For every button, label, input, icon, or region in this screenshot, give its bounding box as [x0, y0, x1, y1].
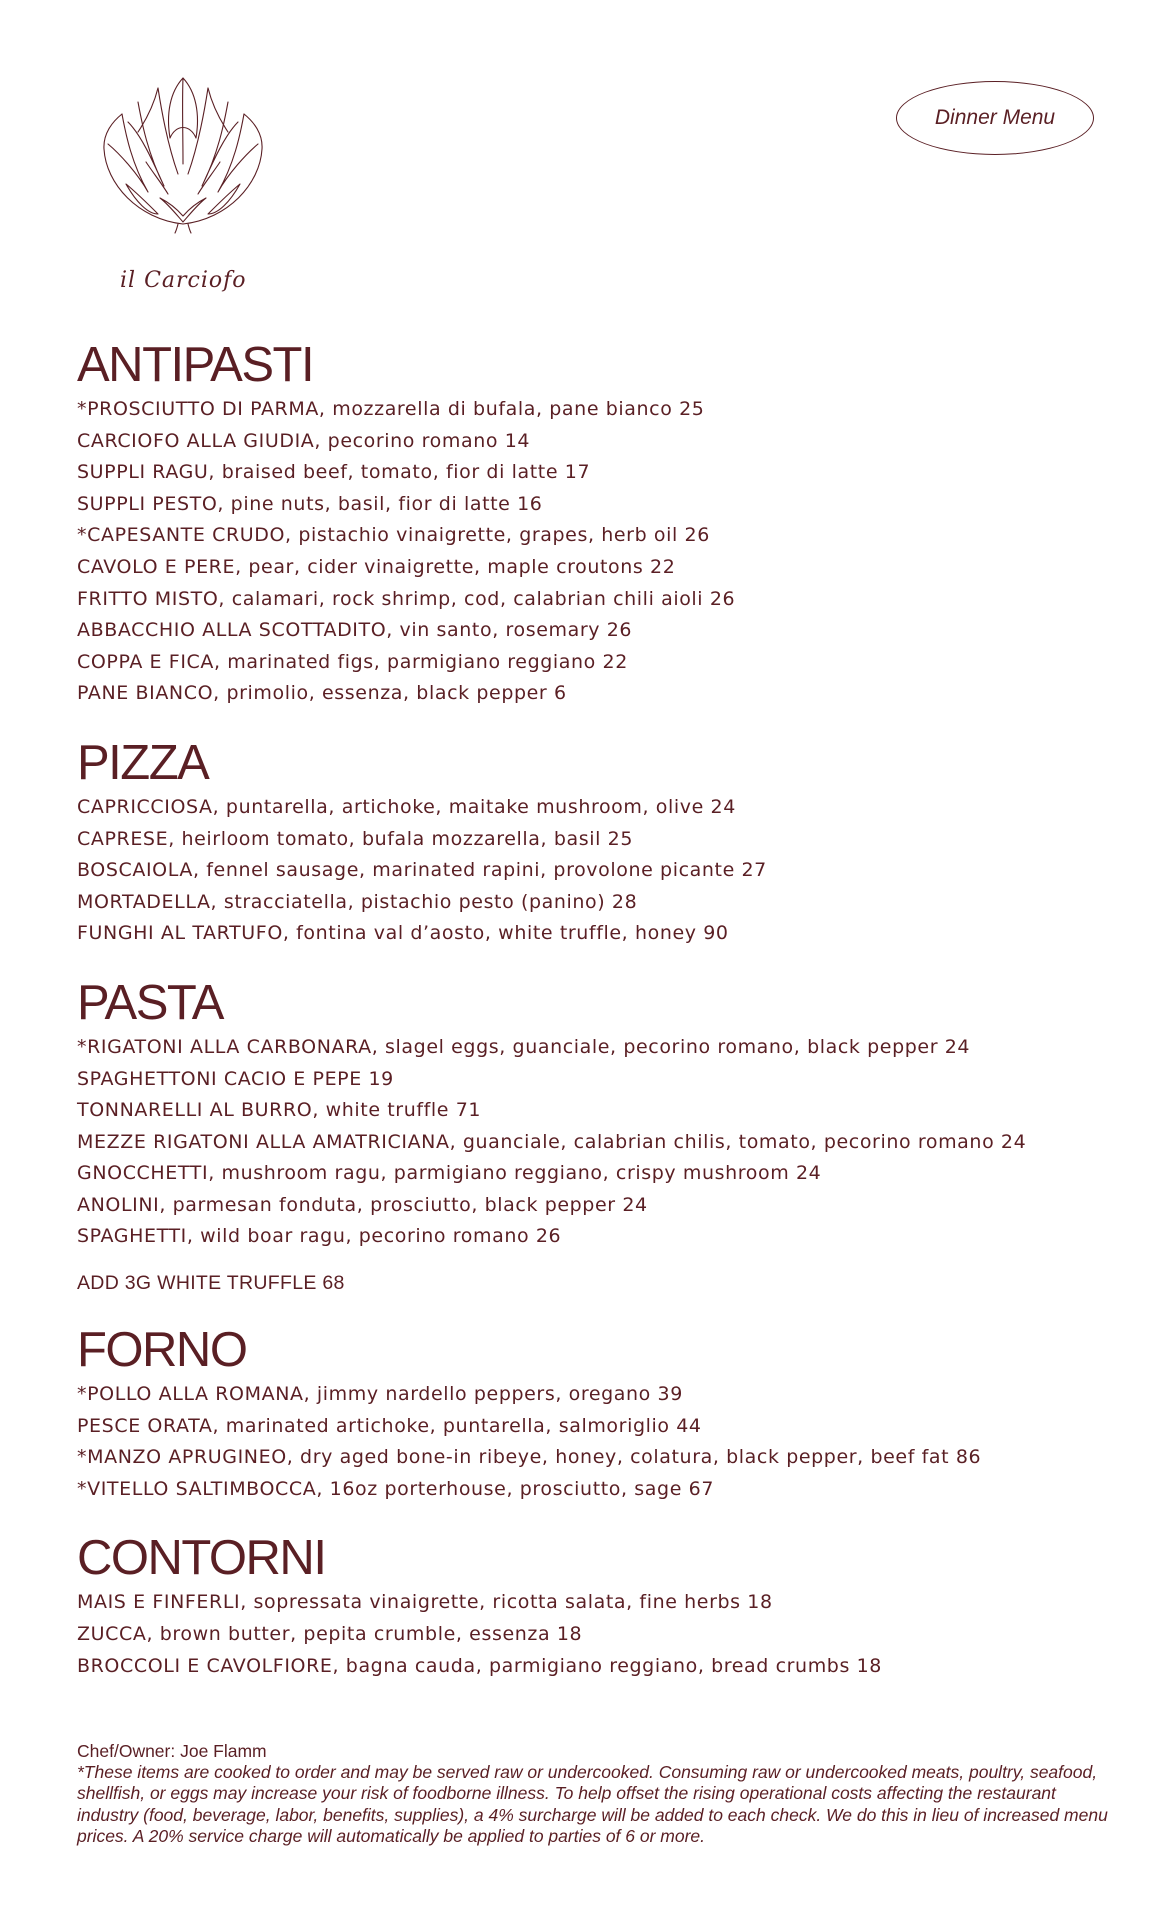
menu-item: BROCCOLI E CAVOLFIORE, bagna cauda, parmigiano reggiano, bread crumbs 18: [77, 1654, 882, 1677]
section-pasta: [77, 974, 1137, 1297]
menu-item: SPAGHETTONI CACIO E PEPE 19: [77, 1067, 394, 1090]
menu-item: ZUCCA, brown butter, pepita crumble, essenza 18: [77, 1623, 583, 1646]
menu-item: *VITELLO SALTIMBOCCA, 16oz porterhouse, prosciutto, sage 67: [77, 1477, 715, 1500]
section-contorni: [77, 1529, 1137, 1682]
menu-item: PESCE ORATA, marinated artichoke, puntarella, salmoriglio 44: [77, 1414, 702, 1437]
section-title: PASTA: [77, 975, 223, 1030]
menu-item: MORTADELLA, stracciatella, pistachio pesto (panino) 28: [77, 890, 638, 913]
section-title: PIZZA: [77, 735, 209, 790]
menu-item: PANE BIANCO, primolio, essenza, black pepper 6: [77, 682, 567, 705]
menu-item: GNOCCHETTI, mushroom ragu, parmigiano reggiano, crispy mushroom 24: [77, 1162, 822, 1185]
menu-item: FRITTO MISTO, calamari, rock shrimp, cod, calabrian chili aioli 26: [77, 587, 736, 610]
item-list: [77, 1587, 1137, 1682]
section-title: CONTORNI: [77, 1531, 326, 1586]
menu-item: ANOLINI, parmesan fonduta, prosciutto, black pepper 24: [77, 1193, 648, 1216]
item-list: [77, 792, 1137, 950]
menu-footer: [77, 1741, 1117, 1847]
menu-item: SPAGHETTI, wild boar ragu, pecorino romano 26: [77, 1225, 562, 1248]
artichoke-logo-icon: [98, 74, 268, 234]
menu-item: MEZZE RIGATONI ALLA AMATRICIANA, guanciale, calabrian chilis, tomato, pecorino romano 24: [77, 1130, 1027, 1153]
section-pizza: [77, 734, 1137, 950]
dinner-menu-badge: Dinner Menu: [896, 81, 1094, 155]
section-title: ANTIPASTI: [77, 338, 314, 392]
item-list: [77, 1032, 1137, 1253]
item-list: [77, 394, 1137, 710]
menu-item: *POLLO ALLA ROMANA, jimmy nardello peppers, oregano 39: [77, 1383, 683, 1406]
menu-item: CAPRICCIOSA, puntarella, artichoke, maitake mushroom, olive 24: [77, 795, 736, 818]
section-forno: [77, 1321, 1137, 1505]
section-title: FORNO: [77, 1323, 247, 1378]
menu-item: *RIGATONI ALLA CARBONARA, slagel eggs, guanciale, pecorino romano, black pepper 24: [77, 1035, 971, 1058]
menu-item: CAPRESE, heirloom tomato, bufala mozzarella, basil 25: [77, 827, 634, 850]
menu-item: TONNARELLI AL BURRO, white truffle 71: [77, 1099, 482, 1122]
menu-content: [77, 336, 1137, 1706]
menu-item: CAVOLO E PERE, pear, cider vinaigrette, maple croutons 22: [77, 555, 676, 578]
menu-item: BOSCAIOLA, fennel sausage, marinated rapini, provolone picante 27: [77, 859, 767, 882]
menu-item: *PROSCIUTTO DI PARMA, mozzarella di bufala, pane bianco 25: [77, 398, 705, 420]
section-antipasti: [77, 336, 1137, 710]
menu-item: SUPPLI RAGU, braised beef, tomato, fior di latte 17: [77, 461, 591, 484]
disclaimer-notice: *These items are cooked to order and may be served raw or undercooked. Consuming raw or undercooked meats, poultry, seafood, shellfish, or eggs may increase your risk of foodborne illness. To help offset the rising operational costs affecting the restaurant industry (food, beverage, labor, benefits, supplies), a 4% surcharge will be added to each check. We do this in lieu of increased menu prices. A 20% service charge will automatically be applied to parties of 6 or more.: [77, 1762, 1108, 1846]
pasta-addon: ADD 3G WHITE TRUFFLE 68: [77, 1272, 345, 1295]
logo-script-name: il Carciofo: [120, 268, 247, 293]
menu-item: FUNGHI AL TARTUFO, fontina val d’aosto, white truffle, honey 90: [77, 922, 729, 945]
menu-item: SUPPLI PESTO, pine nuts, basil, fior di latte 16: [77, 492, 543, 515]
item-list: [77, 1379, 1137, 1505]
menu-item: CARCIOFO ALLA GIUDIA, pecorino romano 14: [77, 429, 531, 452]
menu-item: COPPA E FICA, marinated figs, parmigiano reggiano 22: [77, 650, 628, 673]
menu-item: *MANZO APRUGINEO, dry aged bone-in ribeye, honey, colatura, black pepper, beef fat 86: [77, 1446, 982, 1469]
menu-item: MAIS E FINFERLI, sopressata vinaigrette, ricotta salata, fine herbs 18: [77, 1591, 773, 1614]
menu-item: ABBACCHIO ALLA SCOTTADITO, vin santo, rosemary 26: [77, 619, 633, 642]
menu-item: *CAPESANTE CRUDO, pistachio vinaigrette, grapes, herb oil 26: [77, 524, 710, 547]
chef-credit: Chef/Owner: Joe Flamm: [77, 1741, 267, 1761]
